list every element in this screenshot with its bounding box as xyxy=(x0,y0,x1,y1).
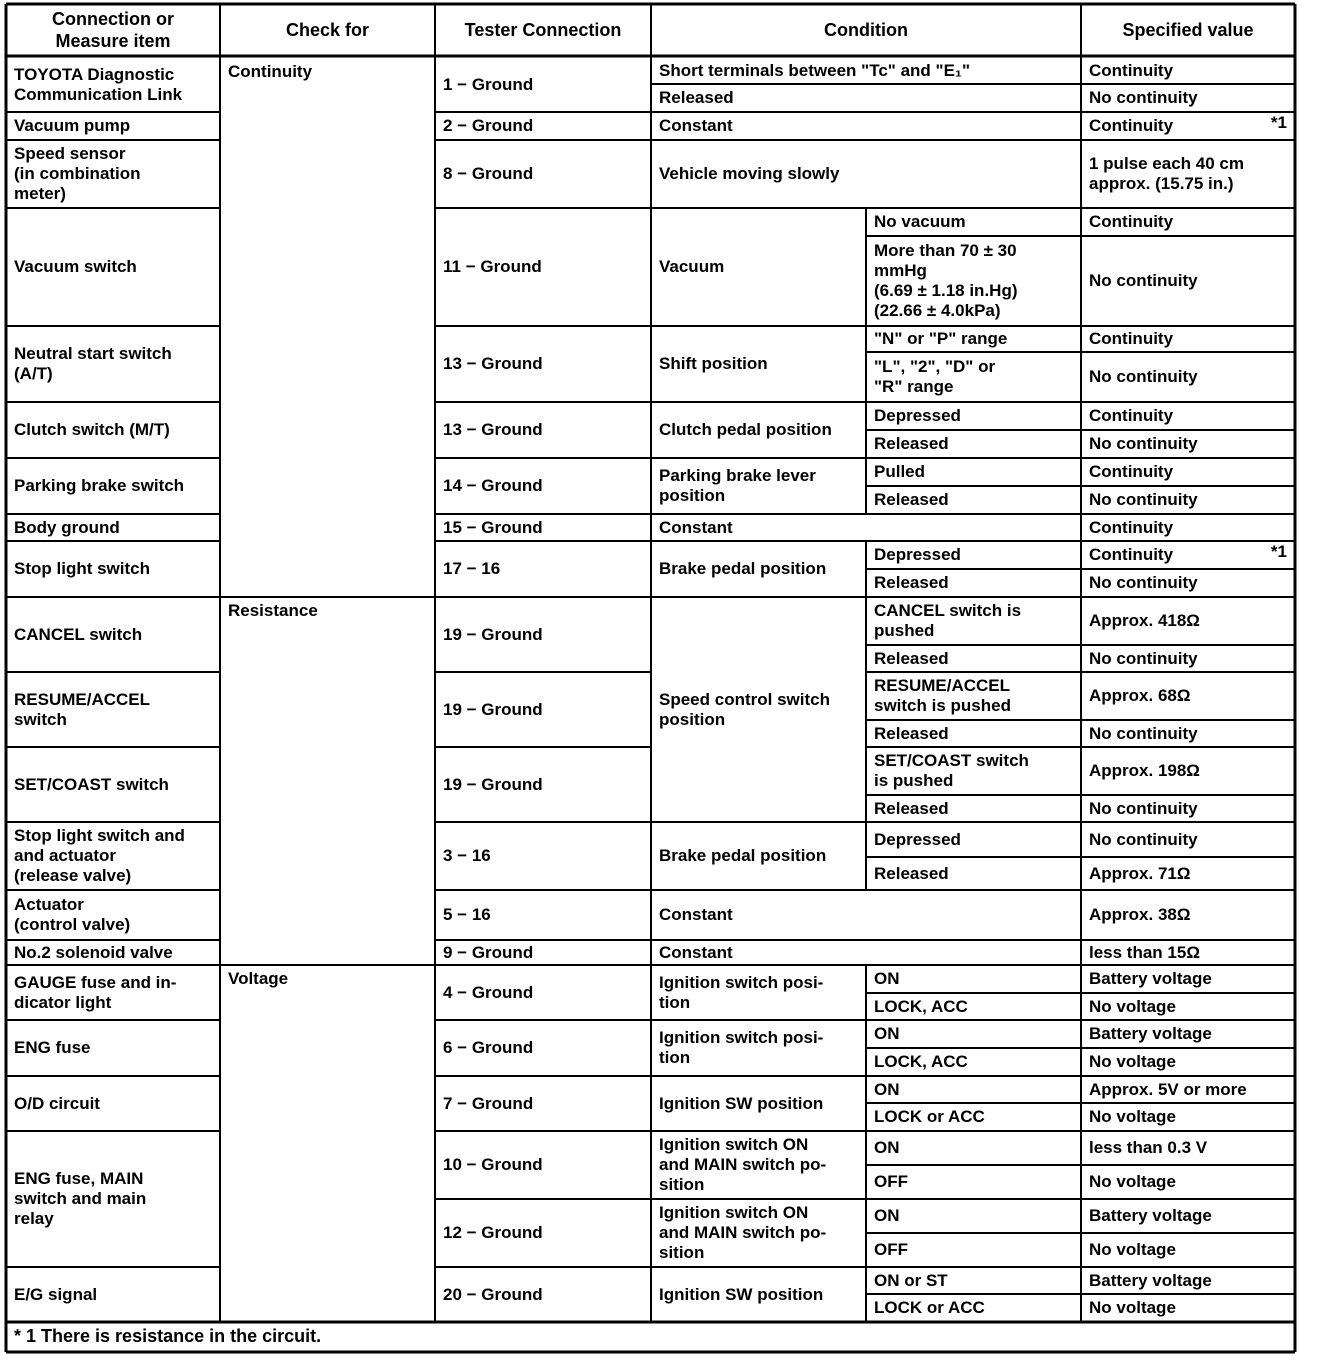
value-cell-text: Continuity xyxy=(1089,329,1174,348)
value-cell xyxy=(1081,795,1295,822)
header-check xyxy=(220,4,435,56)
tester-cell xyxy=(435,112,651,140)
tester-cell xyxy=(435,890,651,940)
condition-cell-text: Speed control switch position xyxy=(659,689,830,729)
subcondition-cell xyxy=(866,1267,1081,1294)
subcondition-cell-text: SET/COAST switch is pushed xyxy=(874,751,1029,790)
header-value xyxy=(1081,4,1295,56)
check-for-cell xyxy=(220,965,435,1322)
item-cell-text: CANCEL switch xyxy=(14,624,143,644)
condition-cell xyxy=(651,402,866,458)
value-cell-text: Approx. 418Ω xyxy=(1089,611,1200,630)
item-cell xyxy=(6,140,220,208)
subcondition-cell xyxy=(866,430,1081,458)
value-cell-text: Battery voltage xyxy=(1089,1024,1212,1043)
subcondition-cell-text: Depressed xyxy=(874,406,961,425)
item-cell xyxy=(6,402,220,458)
subcondition-cell xyxy=(866,1020,1081,1048)
check-for-cell-text: Continuity xyxy=(228,62,313,81)
value-cell-text: Continuity xyxy=(1089,61,1174,80)
subcondition-cell-text: ON or ST xyxy=(874,1270,948,1290)
value-cell-text: No voltage xyxy=(1089,1172,1176,1191)
check-for-cell-text: Voltage xyxy=(228,969,289,988)
condition-cell xyxy=(651,1267,866,1322)
subcondition-cell xyxy=(866,1048,1081,1076)
item-cell-text: Body ground xyxy=(14,517,120,537)
value-cell-text: No continuity xyxy=(1089,434,1198,453)
condition-cell-text: Brake pedal position xyxy=(659,846,827,865)
subcondition-cell xyxy=(866,402,1081,430)
value-cell-text: Approx. 5V or more xyxy=(1089,1079,1247,1099)
tester-cell xyxy=(435,326,651,402)
condition-cell-text: Released xyxy=(659,88,734,107)
tester-cell xyxy=(435,1131,651,1199)
subcondition-cell xyxy=(866,1103,1081,1131)
value-cell xyxy=(1081,1267,1295,1294)
value-cell xyxy=(1081,430,1295,458)
item-cell xyxy=(6,965,220,1020)
value-cell xyxy=(1081,112,1295,140)
tester-cell xyxy=(435,672,651,747)
item-cell-text: O/D circuit xyxy=(14,1093,100,1113)
condition-cell xyxy=(651,112,1081,140)
item-cell-text: Vacuum pump xyxy=(14,116,131,135)
subcondition-cell-text: No vacuum xyxy=(874,212,966,231)
condition-cell-text: Shift position xyxy=(659,354,768,373)
condition-cell-text: Brake pedal position xyxy=(659,559,827,578)
tester-cell-text: 6 − Ground xyxy=(443,1038,534,1057)
value-cell xyxy=(1081,458,1295,486)
condition-cell xyxy=(651,940,1081,965)
item-cell xyxy=(6,822,220,890)
value-cell-text: Continuity xyxy=(1089,406,1174,425)
item-cell-text: Vacuum switch xyxy=(14,257,137,276)
tester-cell-text: 8 − Ground xyxy=(443,164,534,183)
value-cell-text: Battery voltage xyxy=(1089,1206,1212,1225)
value-cell-text: Continuity xyxy=(1089,116,1174,135)
tester-cell-text: 12 − Ground xyxy=(443,1223,543,1242)
subcondition-cell-text: OFF xyxy=(874,1172,908,1191)
condition-cell xyxy=(651,1199,866,1267)
item-cell-text: Neutral start switch (A/T) xyxy=(14,344,172,383)
note-mark: *1 xyxy=(1270,542,1287,561)
condition-cell-text: Clutch pedal position xyxy=(659,420,832,439)
tester-cell xyxy=(435,1199,651,1267)
subcondition-cell xyxy=(866,569,1081,597)
item-cell xyxy=(6,597,220,672)
item-cell xyxy=(6,1076,220,1131)
subcondition-cell-text: LOCK, ACC xyxy=(874,1052,968,1071)
condition-cell-text: Ignition switch posi- tion xyxy=(659,1028,824,1067)
value-cell xyxy=(1081,140,1295,208)
value-cell-text: Battery voltage xyxy=(1089,969,1212,988)
condition-cell-text: Parking brake lever position xyxy=(659,466,816,505)
subcondition-cell-text: Released xyxy=(874,648,949,668)
tester-cell xyxy=(435,458,651,514)
value-cell xyxy=(1081,645,1295,672)
tester-cell-text: 2 − Ground xyxy=(443,116,534,135)
value-cell-text: No continuity xyxy=(1089,88,1198,107)
subcondition-cell-text: ON xyxy=(874,969,900,988)
value-cell xyxy=(1081,514,1295,541)
item-cell xyxy=(6,1020,220,1076)
condition-cell-text: Ignition switch ON and MAIN switch po- sition xyxy=(659,1203,827,1262)
subcondition-cell xyxy=(866,672,1081,720)
value-cell xyxy=(1081,58,1295,84)
tester-cell xyxy=(435,597,651,672)
condition-cell xyxy=(651,597,866,822)
tester-cell xyxy=(435,140,651,208)
condition-cell xyxy=(651,822,866,890)
tester-cell-text: 19 − Ground xyxy=(443,699,543,719)
value-cell xyxy=(1081,84,1295,112)
subcondition-cell-text: LOCK or ACC xyxy=(874,1107,985,1126)
condition-cell-text: Vacuum xyxy=(659,257,725,276)
subcondition-cell-text: Depressed xyxy=(874,545,961,564)
subcondition-cell xyxy=(866,458,1081,486)
header-value-text: Specified value xyxy=(1122,20,1254,40)
value-cell xyxy=(1081,541,1295,569)
value-cell xyxy=(1081,1199,1295,1233)
item-cell-text: ENG fuse, MAIN switch and main relay xyxy=(14,1169,147,1228)
header-item-text: Connection or Measure item xyxy=(52,9,174,51)
item-cell-text: TOYOTA Diagnostic Communication Link xyxy=(14,65,183,104)
value-cell-text: No voltage xyxy=(1089,1240,1176,1259)
condition-cell-text: Vehicle moving slowly xyxy=(659,164,840,183)
condition-cell xyxy=(651,1131,866,1199)
tester-cell xyxy=(435,1076,651,1131)
value-cell xyxy=(1081,993,1295,1020)
subcondition-cell-text: ON xyxy=(874,1024,900,1043)
item-cell xyxy=(6,58,220,112)
value-cell xyxy=(1081,352,1295,402)
value-cell-text: No continuity xyxy=(1089,723,1198,743)
subcondition-cell-text: ON xyxy=(874,1138,900,1157)
value-cell xyxy=(1081,208,1295,236)
value-cell xyxy=(1081,486,1295,514)
value-cell-text: Approx. 198Ω xyxy=(1089,761,1200,780)
subcondition-cell-text: "N" or "P" range xyxy=(874,329,1008,348)
value-cell-text: Continuity xyxy=(1089,212,1174,231)
value-cell-text: No voltage xyxy=(1089,1052,1176,1071)
condition-cell xyxy=(651,58,1081,84)
tester-cell-text: 15 − Ground xyxy=(443,517,543,537)
item-cell xyxy=(6,1131,220,1267)
condition-cell xyxy=(651,140,1081,208)
value-cell-text: Approx. 71Ω xyxy=(1089,863,1191,883)
item-cell-text: GAUGE fuse and in- dicator light xyxy=(14,972,177,1012)
item-cell-text: Speed sensor (in combination meter) xyxy=(14,144,141,203)
value-cell-text: No voltage xyxy=(1089,996,1176,1016)
value-cell xyxy=(1081,1103,1295,1131)
tester-cell-text: 4 − Ground xyxy=(443,982,534,1002)
value-cell xyxy=(1081,1165,1295,1199)
item-cell xyxy=(6,940,220,965)
tester-cell-text: 9 − Ground xyxy=(443,942,534,962)
item-cell xyxy=(6,458,220,514)
subcondition-cell xyxy=(866,326,1081,352)
value-cell-text: Continuity xyxy=(1089,517,1174,537)
value-cell-text: No continuity xyxy=(1089,798,1198,818)
subcondition-cell xyxy=(866,597,1081,645)
header-tester xyxy=(435,4,651,56)
subcondition-cell xyxy=(866,645,1081,672)
subcondition-cell xyxy=(866,1076,1081,1103)
subcondition-cell-text: ON xyxy=(874,1079,900,1099)
tester-cell xyxy=(435,747,651,822)
tester-cell-text: 19 − Ground xyxy=(443,624,543,644)
subcondition-cell-text: ON xyxy=(874,1206,900,1225)
condition-cell xyxy=(651,208,866,326)
subcondition-cell-text: Depressed xyxy=(874,829,961,849)
condition-cell xyxy=(651,965,866,1020)
subcondition-cell xyxy=(866,1165,1081,1199)
item-cell-text: RESUME/ACCEL switch xyxy=(14,689,151,729)
item-cell xyxy=(6,541,220,597)
value-cell-text: No voltage xyxy=(1089,1298,1176,1317)
tester-cell xyxy=(435,514,651,541)
value-cell xyxy=(1081,747,1295,795)
item-cell-text: ENG fuse xyxy=(14,1038,91,1057)
subcondition-cell-text: Released xyxy=(874,723,949,743)
condition-cell xyxy=(651,326,866,402)
item-cell-text: E/G signal xyxy=(14,1284,98,1304)
subcondition-cell-text: OFF xyxy=(874,1240,908,1259)
subcondition-cell xyxy=(866,747,1081,795)
header-check-text: Check for xyxy=(285,20,370,40)
value-cell xyxy=(1081,940,1295,965)
subcondition-cell-text: RESUME/ACCEL switch is pushed xyxy=(874,676,1011,715)
subcondition-cell-text: Pulled xyxy=(874,462,926,481)
item-cell xyxy=(6,112,220,140)
value-cell xyxy=(1081,326,1295,352)
item-cell xyxy=(6,514,220,541)
tester-cell xyxy=(435,208,651,326)
subcondition-cell-text: LOCK or ACC xyxy=(874,1298,985,1317)
header-condition xyxy=(651,4,1081,56)
subcondition-cell xyxy=(866,993,1081,1020)
condition-cell-text: Short terminals between "Tc" and "E₁" xyxy=(659,61,971,80)
value-cell xyxy=(1081,965,1295,993)
value-cell xyxy=(1081,822,1295,857)
note-mark: *1 xyxy=(1270,113,1287,132)
value-cell xyxy=(1081,236,1295,326)
value-cell-text: less than 15Ω xyxy=(1089,942,1200,962)
header-condition-text: Condition xyxy=(824,20,908,40)
condition-cell-text: Ignition SW position xyxy=(659,1093,824,1113)
item-cell-text: Clutch switch (M/T) xyxy=(14,420,170,439)
condition-cell xyxy=(651,458,866,514)
condition-cell-text: Ignition switch posi- tion xyxy=(659,972,824,1012)
tester-cell-text: 17 − 16 xyxy=(443,559,501,578)
tester-cell xyxy=(435,822,651,890)
subcondition-cell-text: CANCEL switch is pushed xyxy=(874,601,1022,640)
subcondition-cell xyxy=(866,486,1081,514)
value-cell-text: No voltage xyxy=(1089,1107,1176,1126)
item-cell xyxy=(6,1267,220,1322)
item-cell-text: Stop light switch and and actuator (release valve) xyxy=(14,826,185,885)
value-cell-text: 1 pulse each 40 cm approx. (15.75 in.) xyxy=(1089,154,1244,193)
value-cell xyxy=(1081,1294,1295,1322)
item-cell-text: Stop light switch xyxy=(14,559,150,578)
subcondition-cell-text: "L", "2", "D" or "R" range xyxy=(874,357,996,396)
subcondition-cell xyxy=(866,1233,1081,1267)
tester-cell xyxy=(435,1267,651,1322)
subcondition-cell xyxy=(866,965,1081,993)
condition-cell xyxy=(651,541,866,597)
item-cell-text: SET/COAST switch xyxy=(14,774,169,794)
value-cell-text: No continuity xyxy=(1089,367,1198,386)
footnote: * 1 There is resistance in the circuit. xyxy=(14,1326,322,1346)
tester-cell-text: 3 − 16 xyxy=(443,846,491,865)
value-cell xyxy=(1081,1233,1295,1267)
check-for-cell xyxy=(220,597,435,965)
condition-cell-text: Ignition switch ON and MAIN switch po- sition xyxy=(659,1135,827,1194)
item-cell-text: Actuator (control valve) xyxy=(14,895,131,934)
condition-cell-text: Constant xyxy=(659,905,733,924)
tester-cell-text: 13 − Ground xyxy=(443,420,543,439)
value-cell-text: less than 0.3 V xyxy=(1089,1138,1208,1157)
item-cell xyxy=(6,890,220,940)
value-cell-text: Continuity xyxy=(1089,545,1174,564)
item-cell xyxy=(6,672,220,747)
header-tester-text: Tester Connection xyxy=(464,20,622,40)
tester-cell xyxy=(435,402,651,458)
value-cell-text: No continuity xyxy=(1089,573,1198,592)
value-cell-text: No continuity xyxy=(1089,271,1198,290)
value-cell xyxy=(1081,1076,1295,1103)
value-cell xyxy=(1081,1020,1295,1048)
value-cell xyxy=(1081,597,1295,645)
tester-cell xyxy=(435,940,651,965)
value-cell-text: Battery voltage xyxy=(1089,1270,1212,1290)
tester-cell-text: 13 − Ground xyxy=(443,354,543,373)
condition-cell xyxy=(651,84,1081,112)
subcondition-cell xyxy=(866,236,1081,326)
tester-cell-text: 1 − Ground xyxy=(443,75,534,94)
subcondition-cell xyxy=(866,795,1081,822)
subcondition-cell-text: Released xyxy=(874,798,949,818)
tester-cell-text: 20 − Ground xyxy=(443,1284,543,1304)
subcondition-cell xyxy=(866,857,1081,890)
subcondition-cell-text: More than 70 ± 30 mmHg (6.69 ± 1.18 in.Hg) (22.66 ± 4.0kPa) xyxy=(874,241,1018,320)
subcondition-cell xyxy=(866,1131,1081,1165)
header-item xyxy=(6,4,220,56)
subcondition-cell xyxy=(866,352,1081,402)
condition-cell xyxy=(651,1020,866,1076)
subcondition-cell-text: Released xyxy=(874,863,949,883)
subcondition-cell xyxy=(866,208,1081,236)
value-cell-text: Approx. 38Ω xyxy=(1089,905,1191,924)
tester-cell-text: 14 − Ground xyxy=(443,476,543,495)
condition-cell xyxy=(651,1076,866,1131)
value-cell xyxy=(1081,402,1295,430)
value-cell-text: Approx. 68Ω xyxy=(1089,686,1191,705)
subcondition-cell-text: Released xyxy=(874,434,949,453)
value-cell-text: No continuity xyxy=(1089,648,1198,668)
value-cell xyxy=(1081,857,1295,890)
tester-cell-text: 10 − Ground xyxy=(443,1155,543,1174)
tester-cell-text: 5 − 16 xyxy=(443,905,491,924)
subcondition-cell xyxy=(866,822,1081,857)
value-cell xyxy=(1081,672,1295,720)
subcondition-cell xyxy=(866,720,1081,747)
tester-cell xyxy=(435,965,651,1020)
condition-cell xyxy=(651,514,1081,541)
tester-cell-text: 11 − Ground xyxy=(443,257,542,276)
value-cell xyxy=(1081,1131,1295,1165)
value-cell xyxy=(1081,569,1295,597)
item-cell xyxy=(6,208,220,326)
condition-cell-text: Constant xyxy=(659,116,733,135)
subcondition-cell-text: LOCK, ACC xyxy=(874,996,968,1016)
tester-cell-text: 19 − Ground xyxy=(443,774,543,794)
condition-cell-text: Constant xyxy=(659,517,733,537)
check-for-cell-text: Resistance xyxy=(228,601,318,620)
item-cell-text: Parking brake switch xyxy=(14,476,185,495)
subcondition-cell xyxy=(866,1294,1081,1322)
tester-cell-text: 7 − Ground xyxy=(443,1093,534,1113)
value-cell-text: Continuity xyxy=(1089,462,1174,481)
tester-cell xyxy=(435,1020,651,1076)
value-cell-text: No continuity xyxy=(1089,490,1198,509)
item-cell xyxy=(6,747,220,822)
check-for-cell xyxy=(220,58,435,597)
value-cell xyxy=(1081,890,1295,940)
condition-cell-text: Ignition SW position xyxy=(659,1284,824,1304)
subcondition-cell-text: Released xyxy=(874,490,949,509)
subcondition-cell xyxy=(866,1199,1081,1233)
tester-cell xyxy=(435,541,651,597)
tester-cell xyxy=(435,58,651,112)
value-cell-text: No continuity xyxy=(1089,829,1198,849)
item-cell xyxy=(6,326,220,402)
subcondition-cell xyxy=(866,541,1081,569)
condition-cell-text: Constant xyxy=(659,942,733,962)
subcondition-cell-text: Released xyxy=(874,573,949,592)
value-cell xyxy=(1081,1048,1295,1076)
item-cell-text: No.2 solenoid valve xyxy=(14,942,173,962)
value-cell xyxy=(1081,720,1295,747)
condition-cell xyxy=(651,890,1081,940)
